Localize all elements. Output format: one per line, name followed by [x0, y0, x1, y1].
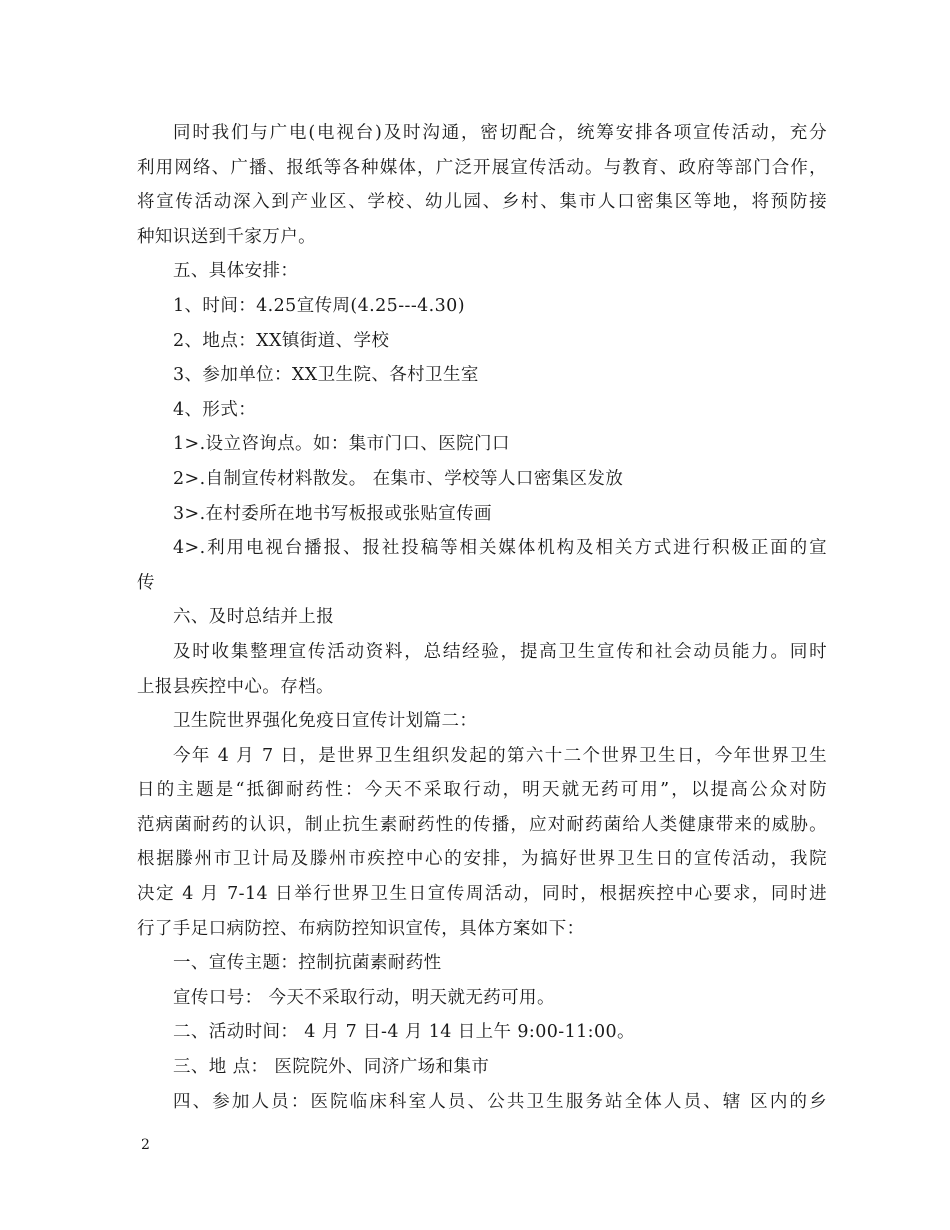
paragraph-line: 一、宣传主题：控制抗菌素耐药性 — [173, 953, 442, 974]
paragraph-line: 五、具体安排： — [173, 261, 299, 282]
paragraph-line: 传 — [137, 572, 155, 593]
paragraph-line: 1>.设立咨询点。如：集市门口、医院门口 — [173, 434, 510, 455]
paragraph-line: 根据滕州市卫计局及滕州市疾控中心的安排，为搞好世界卫生日的宣传活动，我院 — [137, 849, 827, 870]
document-body — [137, 116, 827, 1119]
paragraph-line: 3、参加单位：XX卫生院、各村卫生室 — [173, 365, 479, 386]
paragraph-line: 1、时间：4.25宣传周(4.25---4.30) — [173, 295, 465, 316]
paragraph-line: 同时我们与广电(电视台)及时沟通，密切配合，统筹安排各项宣传活动，充分 — [173, 123, 827, 143]
paragraph-line: 3>.在村委所在地书写板报或张贴宣传画 — [173, 503, 492, 524]
paragraph-line: 2>.自制宣传材料散发。 在集市、学校等人口密集区发放 — [173, 468, 624, 489]
paragraph-line: 二、活动时间： 4 月 7 日-4 月 14 日上午 9:00-11:00。 — [173, 1022, 635, 1043]
paragraph-line: 三、地 点： 医院院外、同济广场和集市 — [173, 1057, 490, 1078]
paragraph-line: 决定 4 月 7-14 日举行世界卫生日宣传周活动，同时，根据疾控中心要求，同时进 — [137, 884, 827, 905]
paragraph-line: 卫生院世界强化免疫日宣传计划篇二： — [173, 711, 478, 732]
paragraph-line: 宣传口号： 今天不采取行动，明天就无药可用。 — [173, 987, 555, 1008]
paragraph-line: 种知识送到千家万户。 — [137, 226, 316, 247]
paragraph-line: 今年 4 月 7 日，是世界卫生组织发起的第六十二个世界卫生日，今年世界卫生 — [173, 745, 827, 766]
page-number: 2 — [141, 1137, 150, 1153]
paragraph-line: 将宣传活动深入到产业区、学校、幼儿园、乡村、集市人口密集区等地，将预防接 — [137, 192, 827, 213]
paragraph-line: 六、及时总结并上报 — [173, 607, 335, 628]
paragraph-line: 上报县疾控中心。存档。 — [137, 676, 334, 697]
paragraph-line: 利用网络、广播、报纸等各种媒体，广泛开展宣传活动。与教育、政府等部门合作， — [137, 157, 827, 178]
paragraph-line: 四、参加人员：医院临床科室人员、公共卫生服务站全体人员、辖 区内的乡 — [173, 1091, 827, 1112]
paragraph-line: 4、形式： — [173, 399, 257, 420]
paragraph-line: 范病菌耐药的认识，制止抗生素耐药性的传播，应对耐药菌给人类健康带来的威胁。 — [137, 814, 827, 835]
paragraph-line: 行了手足口病防控、布病防控知识宣传，具体方案如下： — [137, 918, 585, 939]
paragraph-line: 日的主题是“抵御耐药性：今天不采取行动，明天就无药可用”，以提高公众对防 — [137, 780, 827, 801]
paragraph-line: 4>.利用电视台播报、报社投稿等相关媒体机构及相关方式进行积极正面的宣 — [173, 538, 827, 559]
paragraph-line: 及时收集整理宣传活动资料，总结经验，提高卫生宣传和社会动员能力。同时 — [173, 641, 827, 662]
paragraph-line: 2、地点：XX镇街道、学校 — [173, 330, 390, 351]
